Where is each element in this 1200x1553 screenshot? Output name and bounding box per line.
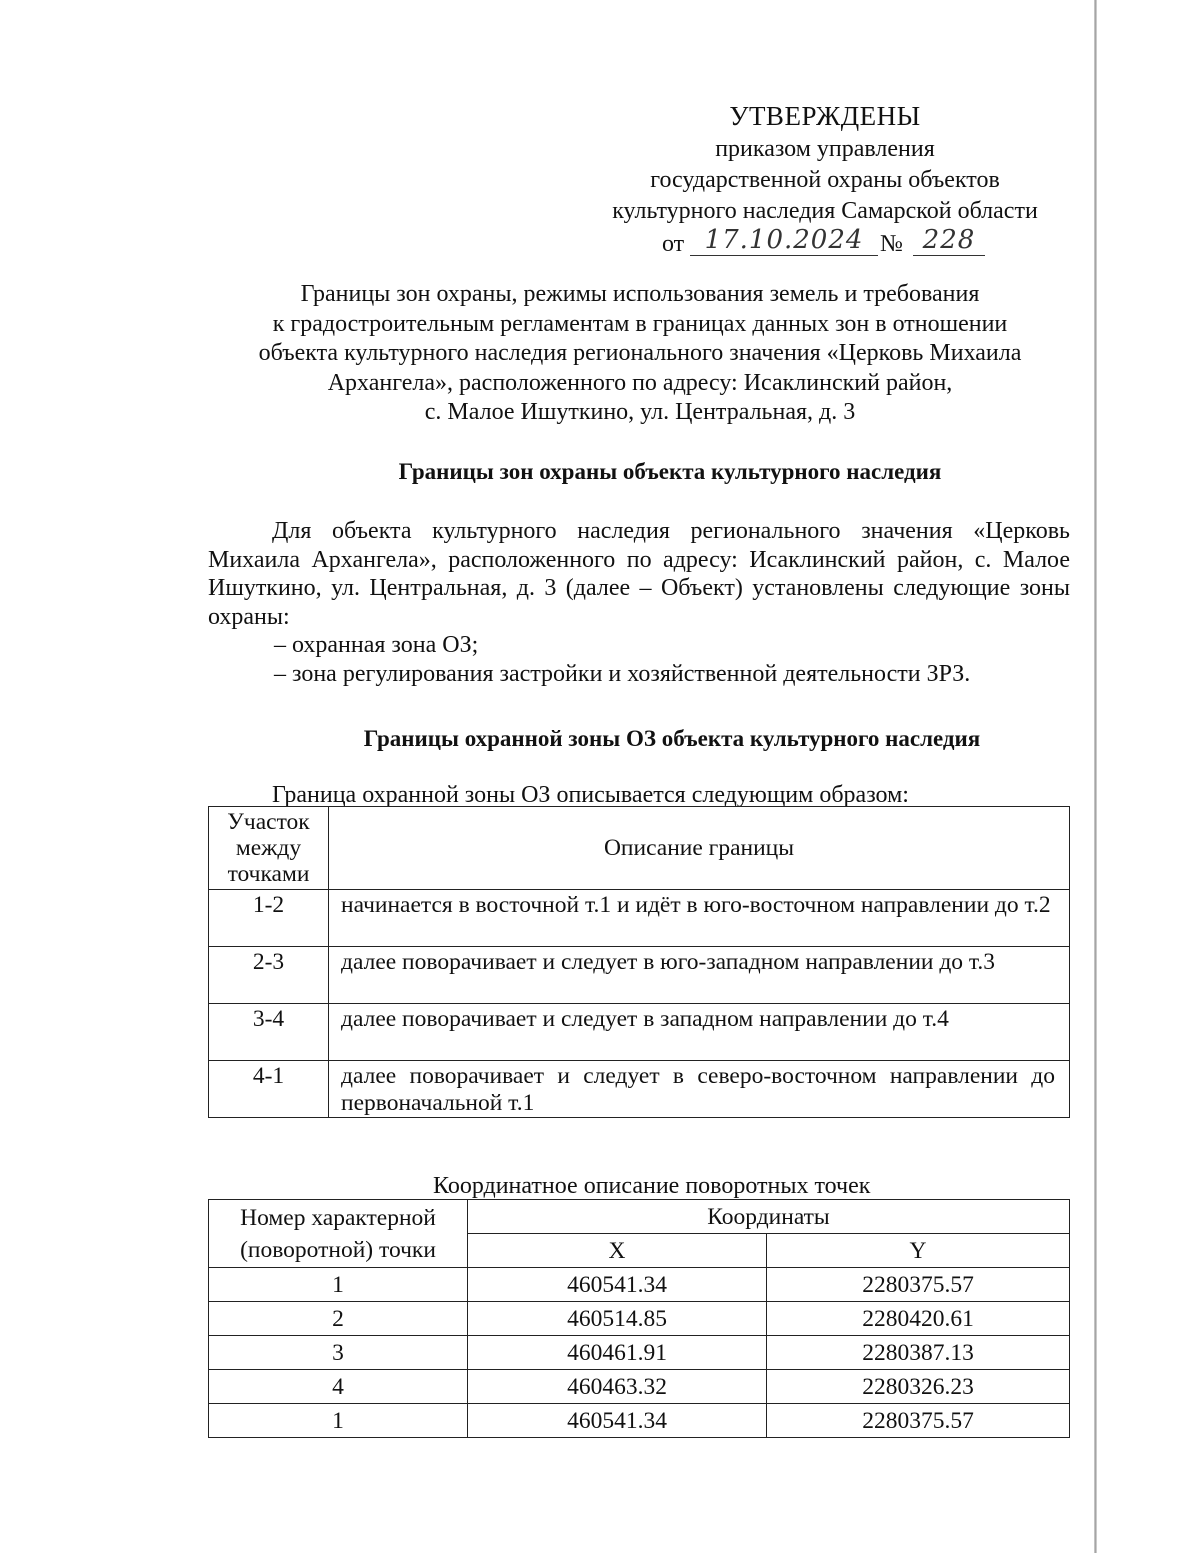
heading-line: Архангела», расположенного по адресу: Исаклинский район, <box>327 369 953 396</box>
from-label: от <box>662 231 685 257</box>
y-cell: 2280375.57 <box>767 1268 1070 1302</box>
number-label: № <box>880 231 903 257</box>
header-x: X <box>468 1234 767 1268</box>
x-cell: 460514.85 <box>468 1302 767 1336</box>
approval-title: УТВЕРЖДЕНЫ <box>729 101 921 131</box>
x-cell: 460461.91 <box>468 1336 767 1370</box>
scan-page-edge <box>1094 0 1097 1553</box>
point-cell: 3 <box>209 1336 468 1370</box>
segment-cell: 3-4 <box>209 1004 329 1061</box>
coordinates-table <box>208 1199 1070 1438</box>
header-point: Номер характерной (поворотной) точки <box>209 1200 468 1268</box>
table-row <box>209 890 1070 947</box>
boundary-description-table <box>208 806 1070 1118</box>
handwritten-date: 17.10.2024 <box>690 225 878 256</box>
header-description: Описание границы <box>329 807 1070 890</box>
coordinates-caption: Координатное описание поворотных точек <box>433 1173 871 1199</box>
x-cell: 460541.34 <box>468 1404 767 1438</box>
handwritten-number: 228 <box>913 225 985 256</box>
approval-line: культурного наследия Самарской области <box>612 198 1038 224</box>
approval-line: приказом управления <box>715 136 935 162</box>
header-y: Y <box>767 1234 1070 1268</box>
list-item: – зона регулирования застройки и хозяйственной деятельности ЗРЗ. <box>274 660 971 687</box>
heading-line: с. Малое Ишуткино, ул. Центральная, д. 3 <box>424 399 856 425</box>
point-cell: 1 <box>209 1404 468 1438</box>
table-row <box>209 1268 1070 1302</box>
y-cell: 2280375.57 <box>767 1404 1070 1438</box>
heading-line: Границы зон охраны, режимы использования земель и требования <box>300 281 980 307</box>
table-row <box>209 1004 1070 1061</box>
list-item: – охранная зона ОЗ; <box>274 632 479 658</box>
description-cell: далее поворачивает и следует в северо-восточном направлении до первоначальной т.1 <box>329 1061 1070 1118</box>
approval-block <box>560 98 1090 261</box>
zones-paragraph <box>208 517 1070 688</box>
segment-cell: 4-1 <box>209 1061 329 1118</box>
table-header-row <box>209 807 1070 890</box>
heading-line: объекта культурного наследия регионального значения «Церковь Михаила <box>258 340 1022 366</box>
approval-date-line <box>560 227 1090 261</box>
point-cell: 1 <box>209 1268 468 1302</box>
y-cell: 2280420.61 <box>767 1302 1070 1336</box>
table-caption: Граница охранной зоны ОЗ описывается следующим образом: <box>272 782 909 808</box>
description-cell: начинается в восточной т.1 и идёт в юго-восточном направлении до т.2 <box>329 890 1070 947</box>
description-cell: далее поворачивает и следует в западном направлении до т.4 <box>329 1004 1070 1061</box>
header-coordinates: Координаты <box>468 1200 1070 1234</box>
point-cell: 4 <box>209 1370 468 1404</box>
table-row <box>209 1061 1070 1118</box>
y-cell: 2280387.13 <box>767 1336 1070 1370</box>
header-segment: Участок между точками <box>209 807 329 890</box>
document-heading <box>200 280 1080 428</box>
x-cell: 460463.32 <box>468 1370 767 1404</box>
description-cell: далее поворачивает и следует в юго-западном направлении до т.3 <box>329 947 1070 1004</box>
table-header-row <box>209 1200 1070 1234</box>
heading-line: к градостроительным регламентам в границах данных зон в отношении <box>272 310 1008 337</box>
approval-line: государственной охраны объектов <box>650 167 1000 193</box>
section-title-zones: Границы зон охраны объекта культурного наследия <box>398 459 942 484</box>
segment-cell: 1-2 <box>209 890 329 947</box>
table-row <box>209 1302 1070 1336</box>
table-row <box>209 1336 1070 1370</box>
segment-cell: 2-3 <box>209 947 329 1004</box>
x-cell: 460541.34 <box>468 1268 767 1302</box>
paragraph-text: Для объекта культурного наследия регионального значения «Церковь Михаила Архангела», расположенного по адресу: Исаклинский район, с. Малое Ишуткино, ул. Центральная, д. 3 (далее – Объект) установлены следующие зоны охраны: <box>208 518 1070 630</box>
table-row <box>209 947 1070 1004</box>
point-cell: 2 <box>209 1302 468 1336</box>
table-row <box>209 1370 1070 1404</box>
y-cell: 2280326.23 <box>767 1370 1070 1404</box>
table-row <box>209 1404 1070 1438</box>
section-title-oz: Границы охранной зоны ОЗ объекта культурного наследия <box>363 726 981 751</box>
